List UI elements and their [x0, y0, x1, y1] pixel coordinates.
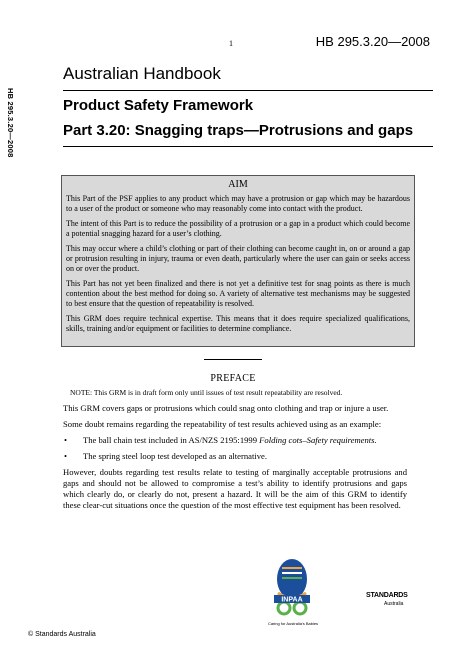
- aim-box: [61, 175, 415, 347]
- inpaa-tagline: Caring for Australia's Babies: [267, 621, 319, 626]
- aim-paragraph: This GRM does require technical expertise. This means that it does require specialized qualifications, skills, training and/or equipment or facilities to determine compliance.: [66, 314, 410, 333]
- standard-reference: HB 295.3.20—2008: [315, 34, 430, 49]
- inpaa-logo-icon: [268, 557, 316, 619]
- preface-note: NOTE: This GRM is in draft form only until issues of test result repeatability are resolved.: [70, 388, 343, 397]
- series-title: Australian Handbook: [63, 64, 221, 83]
- aim-heading: AIM: [228, 179, 248, 190]
- standards-australia-logo-icon: STANDARDS: [366, 592, 408, 599]
- side-reference-text: HB 295.3.20—2008: [6, 88, 15, 158]
- bullet-item: [63, 451, 407, 462]
- bullet-item: [63, 435, 407, 446]
- aim-paragraph: This Part of the PSF applies to any product which may have a protrusion or gap which may be hazardous to a user of the product or someone who may reasonably come into contact with the product.: [66, 194, 410, 213]
- aim-paragraph: The intent of this Part is to reduce the possibility of a protrusion or a gap in a product which could become a potential snagging hazard for a user’s clothing.: [66, 219, 410, 238]
- bullet-text-plain: The spring steel loop test developed as an alternative.: [83, 451, 267, 461]
- side-reference: [6, 88, 20, 188]
- title-rule-top: [63, 90, 433, 91]
- page-number: 1: [229, 39, 233, 48]
- bullet-dot: •: [64, 435, 68, 445]
- preface-body: [63, 403, 407, 516]
- preface-paragraph: However, doubts regarding test results relate to testing of marginally acceptable protrusions and gaps and should not be allowed to compromise a test’s ability to identify protrusions and gaps which clearly do, or clearly do not, present a hazard. It will be the aim of this GRM to identify these clear-cut situations once the question of the most effective test equipment has been resolved.: [63, 467, 407, 510]
- aim-paragraph: This Part has not yet been finalized and there is not yet a definitive test for snag points as there is much contention about the best method for doing so. A variety of alternative test mechanisms may be suggested to best ensure that the question of repeatability is resolved.: [66, 279, 410, 308]
- bullet-text-plain: The ball chain test included in AS/NZS 2195:1999: [83, 435, 260, 445]
- bullet-text: [83, 435, 407, 446]
- part-title: Part 3.20: Snagging traps—Protrusions and gaps: [63, 122, 414, 139]
- preface-paragraph: Some doubt remains regarding the repeatability of test results achieved using as an example:: [63, 419, 382, 429]
- copyright: © Standards Australia: [28, 631, 96, 638]
- preface-paragraph: This GRM covers gaps or protrusions which could snag onto clothing and trap or injure a user.: [63, 403, 389, 413]
- preface-heading: PREFACE: [210, 373, 256, 384]
- inpaa-logo-word: INPAA: [281, 596, 303, 604]
- bullet-text: [83, 451, 407, 462]
- aim-paragraph: This may occur where a child’s clothing or part of their clothing can become caught in, on or around a gap or protrusion resulting in injury, trauma or even death, particularly where the user can gain or seeks access on or over the product.: [66, 244, 410, 273]
- bullet-text-italic: Folding cots–Safety requirements.: [259, 435, 377, 445]
- standards-australia-sub: Australia: [384, 601, 404, 607]
- section-divider: [204, 359, 262, 360]
- bullet-dot: •: [64, 451, 68, 461]
- title-rule-bottom: [63, 146, 433, 147]
- framework-title: Product Safety Framework: [63, 97, 254, 114]
